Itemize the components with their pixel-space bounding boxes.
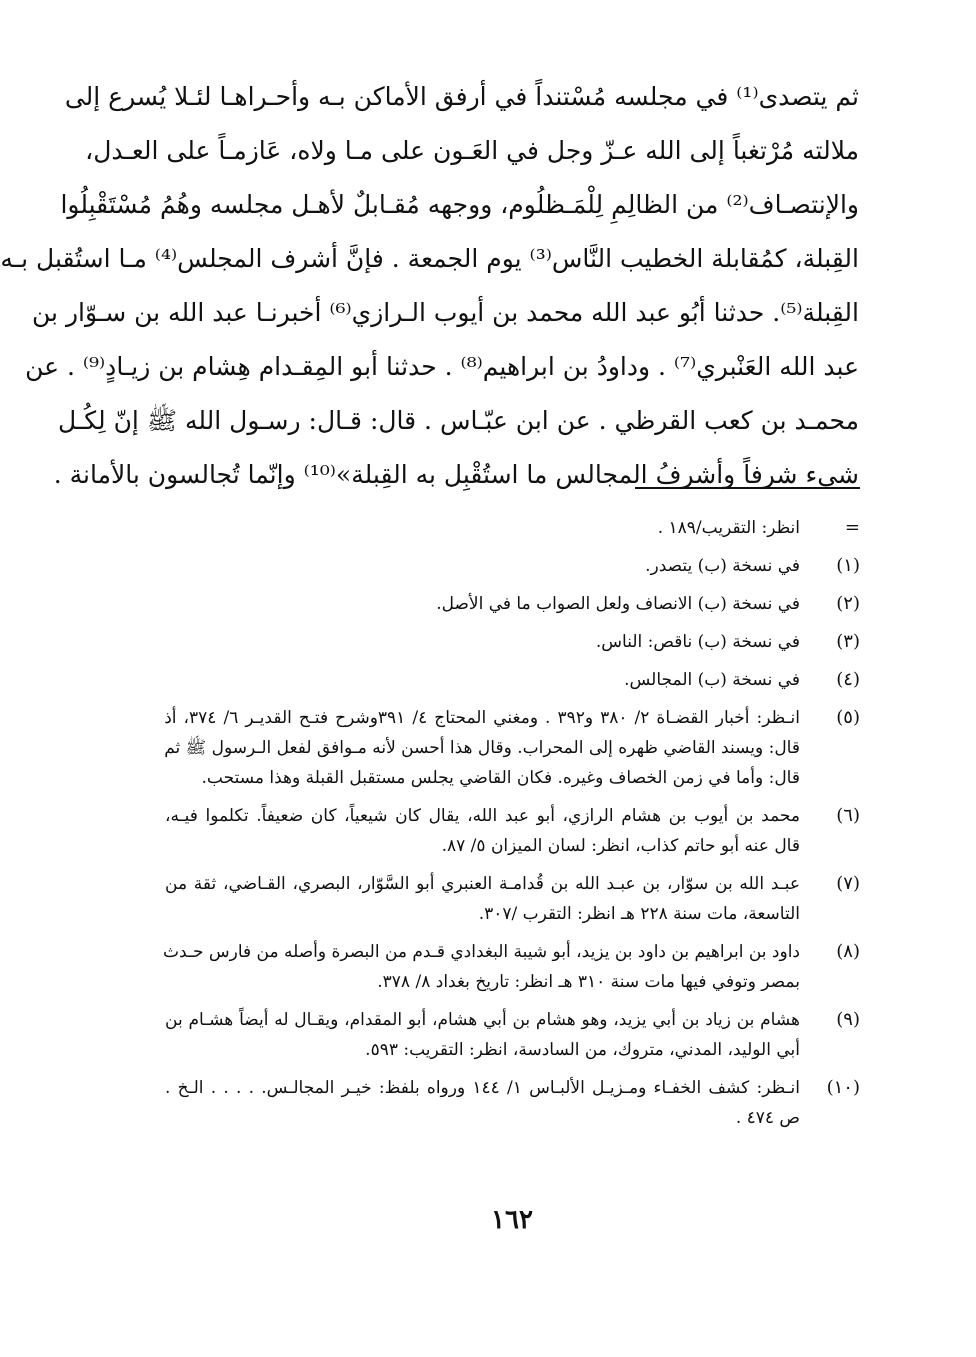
footnote-text — [165, 627, 800, 657]
footnote — [165, 665, 860, 695]
footnote — [165, 589, 860, 619]
footnote — [165, 1073, 860, 1133]
footnote — [165, 937, 860, 997]
footnote-line: قال عنه أبو حاتم كذاب، انظر: لسان الميزان ٥/ ٨٧. — [441, 836, 800, 856]
footnote-number: (٣) — [836, 631, 860, 652]
footnote-text — [164, 703, 800, 793]
footnote-text — [165, 551, 800, 581]
footnotes — [165, 513, 860, 1141]
footnote-line: انظر: التقريب/١٨٩ . — [657, 518, 800, 538]
footnote-number: (٤) — [836, 669, 860, 690]
footnote-text — [165, 589, 800, 619]
footnote-line: عبـد الله بن سوّار، بن عبـد الله بن قُدامـة العنبري أبو السَّوّار، البصري، القـاضي، ثقة من — [165, 874, 800, 894]
footnote-text — [163, 937, 800, 997]
footnote-line: انـظر: كشف الخفـاء ومـزيـل الألبـاس ١/ ١٤٤ ورواه بلفظ: خيـر المجالـس. . . . . الـخ . — [165, 1078, 800, 1098]
footnote-text — [165, 801, 800, 861]
footnote-number: (٨) — [836, 941, 860, 962]
footnote — [165, 627, 860, 657]
footnote-line: التاسعة، مات سنة ٢٢٨ هـ انظر: التقرب /٣٠٧. — [478, 904, 800, 924]
main-text-line: محمـد بن كعب القرظي . عن ابن عبّـاس . قال: قـال: رسـول الله ﷺ إنّ لِكُـل — [57, 406, 859, 435]
footnote — [165, 703, 860, 793]
page-number: ١٦٢ — [491, 1205, 533, 1235]
footnote — [165, 551, 860, 581]
main-text-line: ملالته مُرْتغباً إلى الله عـزّ وجل في العَـون على مـا ولاه، عَازمـاً على العـدل، — [85, 136, 859, 165]
footnote-number: (٦) — [836, 805, 860, 826]
footnote-line: قال: وأما في زمن الخصاف وغيره. فكان القاضي يجلس مستقبل القبلة وهذا مستحب. — [201, 768, 800, 788]
footnote-line: داود بن ابراهيم بن داود بن يزيد، أبو شيبة البغدادي قـدم من البصرة وأصله من فارس حـدث — [163, 942, 800, 962]
footnote-number: (٢) — [836, 593, 860, 614]
footnote-line: في نسخة (ب) ناقص: الناس. — [595, 632, 800, 652]
footnote-line: بمصر وتوفي فيها مات سنة ٣١٠ هـ انظر: تاريخ بغداد ٨/ ٣٧٨. — [377, 972, 800, 992]
footnote-number: (٥) — [836, 707, 860, 728]
footnote-number: (١) — [836, 555, 860, 576]
main-text-line: والإنتصـاف⁽²⁾ من الظالِمِ لِلْمَـظلُوم، ووجهه مُقـابلٌ لأهـل مجلسه وهُمُ مُسْتَقْبِلُوا — [60, 190, 859, 219]
main-text — [0, 70, 859, 502]
footnote-line: في نسخة (ب) الانصاف ولعل الصواب ما في الأصل. — [436, 594, 800, 614]
main-text-line: القِبلة، كمُقابلة الخطيب النَّاس⁽³⁾ يوم الجمعة . فإنَّ أشرف المجلس⁽⁴⁾ مـا استُقبل بـه — [0, 244, 859, 273]
main-text-line: شيء شرفاً وأشرفُ المجالس ما استُقْبِل به القِبلة»⁽¹⁰⁾ وإنّما تُجالسون بالأمانة . — [53, 460, 859, 489]
footnote-number: = — [844, 517, 860, 538]
footnote-line: ص ٤٧٤ . — [735, 1108, 800, 1128]
footnote-number: (٧) — [836, 873, 860, 894]
footnote-text — [165, 665, 800, 695]
footnote-line: قال: ويسند القاضي ظهره إلى المحراب. وقال هذا أحسن لأنه مـوافق لفعل الـرسول ﷺ ثم — [164, 738, 800, 758]
footnote-line: في نسخة (ب) المجالس. — [624, 670, 800, 690]
footnote-line: أبي الوليد، المدني، متروك، من السادسة، انظر: التقريب: ٥٩٣. — [365, 1040, 800, 1060]
footnote-divider — [635, 487, 860, 489]
footnote-text — [165, 513, 800, 543]
footnote-text — [165, 1073, 800, 1133]
footnote-line: هشام بن زياد بن أبي يزيد، وهو هشام بن أبي هشام، أبو المقدام، ويقـال له أيضاً هشـام بن — [165, 1010, 800, 1030]
footnote-text — [165, 1005, 800, 1065]
main-text-line: عبد الله العَنْبري⁽⁷⁾ . وداودُ بن ابراهيم⁽⁸⁾ . حدثنا أبو المِقـدام هِشام بن زيـادٍ⁽⁹⁾ . عن — [25, 352, 859, 381]
footnote-line: في نسخة (ب) يتصدر. — [645, 556, 800, 576]
main-text-line: القِبلة⁽⁵⁾. حدثنا أبُو عبد الله محمد بن أيوب الـرازي⁽⁶⁾ أخبرنـا عبد الله بن سـوّار بن — [32, 298, 859, 327]
main-text-line: ثم يتصدى⁽¹⁾ في مجلسه مُسْتنداً في أرفق الأماكن بـه وأحـراهـا لئـلا يُسرع إلى — [64, 82, 859, 111]
footnote — [165, 801, 860, 861]
footnote-number: (٩) — [836, 1009, 860, 1030]
footnote-text — [165, 869, 800, 929]
footnote — [165, 513, 860, 543]
footnote-line: محمد بن أيوب بن هشام الرازي، أبو عبد الله، يقال كان شيعياً، كان ضعيفاً. تكلموا فيـه، — [165, 806, 800, 826]
footnote — [165, 869, 860, 929]
footnote-line: انـظر: أخبار القضـاة ٢/ ٣٨٠ و٣٩٢ . ومغني المحتاج ٤/ ٣٩١وشرح فتـح القديـر ٦/ ٣٧٤، أذ — [164, 708, 800, 728]
footnote — [165, 1005, 860, 1065]
footnote-number: (١٠) — [826, 1077, 860, 1098]
